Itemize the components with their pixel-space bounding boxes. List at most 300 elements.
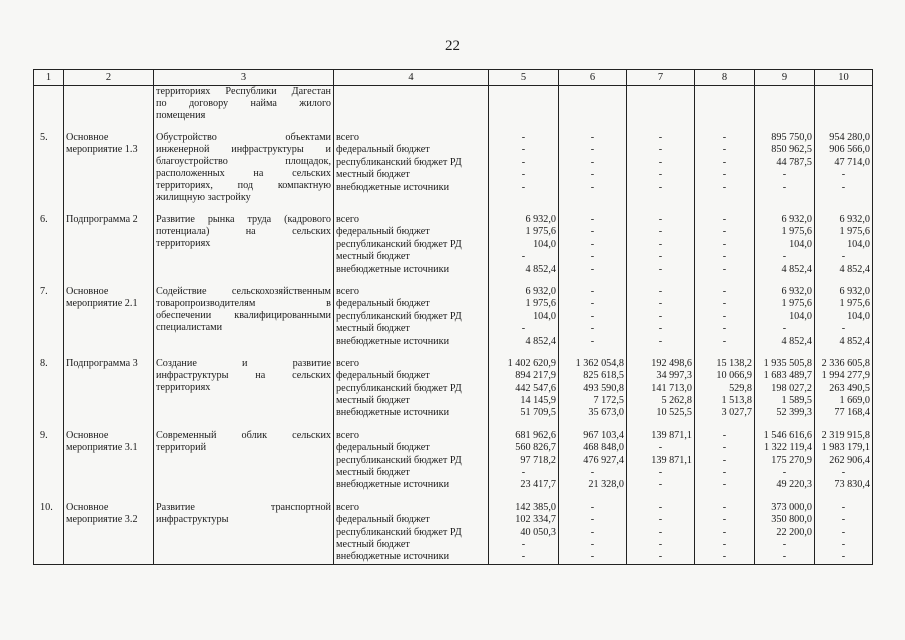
empty-dash: -	[590, 514, 595, 526]
amount-value: 10 066,9	[716, 370, 752, 382]
empty-dash: -	[590, 467, 595, 479]
amount-value: 104,0	[789, 310, 812, 322]
amount-value: 21 328,0	[588, 479, 624, 491]
amount-cell-c5	[489, 430, 559, 492]
row-spacer	[34, 276, 873, 286]
code-line: мероприятие 1.3	[66, 144, 138, 156]
empty-dash: -	[590, 226, 595, 238]
amount-value: 6 932,0	[525, 285, 556, 297]
empty-dash: -	[590, 551, 595, 563]
empty-dash: -	[722, 238, 727, 250]
empty-dash: -	[658, 251, 663, 263]
empty-dash: -	[722, 479, 727, 491]
amount-cell-c6	[559, 286, 627, 348]
amount-cell-c9	[755, 358, 815, 420]
amount-value: 2 319 915,8	[821, 429, 870, 441]
empty-dash: -	[722, 526, 727, 538]
funding-source: республиканский бюджет РД	[336, 382, 462, 394]
empty-dash: -	[658, 156, 663, 168]
funding-source: внебюджетные источники	[336, 263, 450, 275]
empty-dash: -	[841, 526, 846, 538]
funding-source: местный бюджет	[336, 467, 410, 479]
amount-cell-c9	[755, 286, 815, 348]
name-line: территориях	[156, 238, 211, 249]
empty-dash: -	[782, 169, 787, 181]
amount-cell-c8	[695, 214, 755, 276]
empty-dash: -	[841, 251, 846, 263]
empty-dash: -	[782, 467, 787, 479]
name-line: потенциала) на сельских	[156, 226, 331, 237]
amount-cell-c6	[559, 214, 627, 276]
program-funding-table	[33, 69, 873, 565]
amount-value: 104,0	[533, 310, 556, 322]
amount-cell-c6	[559, 132, 627, 204]
code-line: мероприятие 3.1	[66, 442, 138, 454]
amount-value: 442 547,6	[515, 382, 556, 394]
funding-sources	[334, 430, 489, 492]
funding-source: республиканский бюджет РД	[336, 156, 462, 168]
funding-source: федеральный бюджет	[336, 370, 430, 382]
program-name	[154, 502, 334, 564]
amount-value: 10 525,5	[656, 407, 692, 419]
empty-dash: -	[722, 442, 727, 454]
empty-dash: -	[782, 181, 787, 193]
amount-cell-c8	[695, 502, 755, 564]
amount-value: 373 000,0	[771, 501, 812, 513]
name-line: территориях, под компактную	[156, 180, 331, 191]
amount-value: 825 618,5	[583, 370, 624, 382]
empty-dash: -	[658, 526, 663, 538]
amount-value: 6 932,0	[839, 285, 870, 297]
name-line: Развитие рынка труда (кадрового	[156, 214, 331, 225]
empty-dash: -	[722, 323, 727, 335]
empty-dash: -	[521, 467, 526, 479]
funding-source: всего	[336, 429, 359, 441]
amount-value: 476 927,4	[583, 454, 624, 466]
row-number: 7.	[34, 286, 64, 348]
amount-value: 850 962,5	[771, 144, 812, 156]
empty-dash: -	[521, 551, 526, 563]
funding-sources	[334, 502, 489, 564]
funding-source: внебюджетные источники	[336, 181, 450, 193]
amount-value: 493 590,8	[583, 382, 624, 394]
program-code	[64, 430, 154, 492]
empty-dash: -	[521, 132, 526, 143]
row-spacer	[34, 204, 873, 214]
amount-cell-c9	[755, 430, 815, 492]
code-line: Подпрограмма 3	[66, 357, 138, 369]
empty-dash: -	[590, 144, 595, 156]
amount-cell-c5	[489, 286, 559, 348]
column-header: 5	[489, 70, 559, 86]
name-line: товаропроизводителям в	[156, 297, 331, 309]
name-line: территориях Республики Дагестан	[156, 86, 331, 97]
amount-value: 73 830,4	[834, 479, 870, 491]
continuation-name-cell	[154, 86, 334, 123]
amount-value: 52 399,3	[776, 407, 812, 419]
name-line: расположенных на сельских	[156, 168, 331, 179]
empty-dash: -	[722, 226, 727, 238]
amount-value: 104,0	[847, 238, 870, 250]
amount-value: 198 027,2	[771, 382, 812, 394]
amount-value: 1 975,6	[525, 226, 556, 238]
column-header: 10	[815, 70, 873, 86]
amount-value: 102 334,7	[515, 514, 556, 526]
column-header: 1	[34, 70, 64, 86]
continuation-row	[34, 86, 873, 123]
program-code	[64, 132, 154, 204]
amount-value: 2 336 605,8	[821, 357, 870, 369]
row-number: 9.	[34, 430, 64, 492]
amount-value: 262 906,4	[829, 454, 870, 466]
empty-dash: -	[722, 169, 727, 181]
amount-value: 1 362 054,8	[575, 357, 624, 369]
empty-dash: -	[658, 144, 663, 156]
amount-cell-c7	[627, 286, 695, 348]
funding-source: внебюджетные источники	[336, 335, 450, 347]
amount-value: 4 852,4	[781, 335, 812, 347]
empty-dash: -	[590, 156, 595, 168]
amount-cell-c10	[815, 430, 873, 492]
amount-cell-c8	[695, 430, 755, 492]
empty-dash: -	[658, 238, 663, 250]
code-line: мероприятие 2.1	[66, 298, 138, 310]
table-row	[34, 430, 873, 492]
program-name	[154, 286, 334, 348]
empty-dash: -	[658, 501, 663, 513]
empty-dash: -	[521, 169, 526, 181]
amount-value: 1 975,6	[839, 298, 870, 310]
amount-value: 77 168,4	[834, 407, 870, 419]
amount-value: 14 145,9	[520, 395, 556, 407]
table-row	[34, 502, 873, 564]
amount-value: 5 262,8	[661, 395, 692, 407]
amount-value: 40 050,3	[520, 526, 556, 538]
empty-dash: -	[658, 285, 663, 297]
code-line: Основное	[66, 132, 109, 143]
amount-cell-c5	[489, 214, 559, 276]
name-line: специалистами	[156, 321, 223, 333]
name-line: Обустройство объектами	[156, 132, 331, 143]
empty-dash: -	[722, 251, 727, 263]
program-code	[64, 214, 154, 276]
funding-source: федеральный бюджет	[336, 298, 430, 310]
empty-dash: -	[590, 181, 595, 193]
row-number: 6.	[34, 214, 64, 276]
name-line: территорий	[156, 441, 207, 453]
row-number: 8.	[34, 358, 64, 420]
empty-dash: -	[590, 285, 595, 297]
program-code	[64, 286, 154, 348]
amount-value: 4 852,4	[525, 263, 556, 275]
column-header: 3	[154, 70, 334, 86]
amount-cell-c10	[815, 286, 873, 348]
empty-dash: -	[841, 501, 846, 513]
funding-source: республиканский бюджет РД	[336, 310, 462, 322]
funding-source: внебюджетные источники	[336, 407, 450, 419]
name-line: Создание и развитие	[156, 357, 331, 369]
amount-value: 967 103,4	[583, 429, 624, 441]
funding-source: всего	[336, 501, 359, 513]
empty-dash: -	[658, 181, 663, 193]
amount-value: 4 852,4	[781, 263, 812, 275]
empty-dash: -	[590, 263, 595, 275]
amount-cell-c8	[695, 358, 755, 420]
empty-dash: -	[658, 214, 663, 225]
empty-dash: -	[590, 335, 595, 347]
funding-source: федеральный бюджет	[336, 226, 430, 238]
empty-dash: -	[658, 551, 663, 563]
amount-value: 139 871,1	[651, 429, 692, 441]
empty-dash: -	[658, 514, 663, 526]
name-line: инфраструктуры	[156, 513, 229, 525]
empty-dash: -	[590, 323, 595, 335]
code-line: Основное	[66, 501, 109, 513]
empty-dash: -	[841, 467, 846, 479]
program-name	[154, 214, 334, 276]
amount-value: 44 787,5	[776, 156, 812, 168]
funding-source: федеральный бюджет	[336, 144, 430, 156]
amount-value: 142 385,0	[515, 501, 556, 513]
amount-cell-c7	[627, 502, 695, 564]
amount-value: 51 709,5	[520, 407, 556, 419]
amount-value: 1 975,6	[781, 298, 812, 310]
amount-value: 1 322 119,4	[763, 442, 812, 454]
amount-value: 1 975,6	[525, 298, 556, 310]
empty-dash: -	[521, 538, 526, 550]
amount-value: 3 027,7	[721, 407, 752, 419]
empty-dash: -	[658, 467, 663, 479]
empty-dash: -	[841, 181, 846, 193]
amount-value: 4 852,4	[525, 335, 556, 347]
amount-value: 529,8	[729, 382, 752, 394]
column-number-row	[34, 70, 873, 86]
empty-dash: -	[658, 442, 663, 454]
funding-source: всего	[336, 132, 359, 143]
empty-dash: -	[782, 323, 787, 335]
amount-cell-c9	[755, 132, 815, 204]
amount-value: 34 997,3	[656, 370, 692, 382]
table-row	[34, 132, 873, 204]
column-header: 7	[627, 70, 695, 86]
empty-dash: -	[722, 144, 727, 156]
name-line: благоустройство площадок,	[156, 156, 331, 167]
amount-value: 1 975,6	[839, 226, 870, 238]
row-number: 10.	[34, 502, 64, 564]
amount-value: 1 683 489,7	[763, 370, 812, 382]
empty-dash: -	[658, 226, 663, 238]
empty-dash: -	[722, 132, 727, 143]
amount-value: 4 852,4	[839, 335, 870, 347]
empty-dash: -	[590, 298, 595, 310]
amount-value: 350 800,0	[771, 514, 812, 526]
amount-value: 681 962,6	[515, 429, 556, 441]
funding-sources	[334, 286, 489, 348]
amount-cell-c10	[815, 502, 873, 564]
empty-dash: -	[658, 323, 663, 335]
name-line: инженерной инфраструктуры и	[156, 144, 331, 155]
amount-value: 1 513,8	[721, 395, 752, 407]
amount-value: 6 932,0	[781, 285, 812, 297]
empty-dash: -	[722, 551, 727, 563]
name-line: Развитие транспортной	[156, 501, 331, 513]
amount-value: 192 498,6	[651, 357, 692, 369]
amount-cell-c6	[559, 502, 627, 564]
code-line: Основное	[66, 429, 109, 441]
program-code	[64, 358, 154, 420]
code-line: Подпрограмма 2	[66, 214, 138, 225]
amount-cell-c7	[627, 214, 695, 276]
amount-value: 97 718,2	[520, 454, 556, 466]
page-number: 22	[445, 38, 460, 54]
funding-source: местный бюджет	[336, 538, 410, 550]
funding-sources	[334, 132, 489, 204]
name-line: жилищную застройку	[156, 192, 251, 203]
empty-dash: -	[590, 501, 595, 513]
empty-dash: -	[782, 538, 787, 550]
amount-value: 560 826,7	[515, 442, 556, 454]
amount-value: 1 935 505,8	[763, 357, 812, 369]
code-line: Основное	[66, 285, 109, 297]
empty-dash: -	[658, 263, 663, 275]
program-name	[154, 358, 334, 420]
empty-dash: -	[658, 298, 663, 310]
amount-value: 104,0	[533, 238, 556, 250]
program-name	[154, 430, 334, 492]
amount-value: 175 270,9	[771, 454, 812, 466]
empty-dash: -	[521, 156, 526, 168]
amount-value: 15 138,2	[716, 357, 752, 369]
amount-value: 49 220,3	[776, 479, 812, 491]
empty-dash: -	[782, 551, 787, 563]
empty-dash: -	[722, 298, 727, 310]
empty-dash: -	[841, 323, 846, 335]
name-line: инфраструктуры на сельских	[156, 369, 331, 381]
amount-value: 139 871,1	[651, 454, 692, 466]
column-header: 9	[755, 70, 815, 86]
funding-source: всего	[336, 214, 359, 225]
funding-sources	[334, 358, 489, 420]
empty-dash: -	[590, 526, 595, 538]
empty-dash: -	[841, 551, 846, 563]
amount-cell-c6	[559, 358, 627, 420]
empty-dash: -	[722, 263, 727, 275]
empty-dash: -	[521, 181, 526, 193]
empty-dash: -	[590, 214, 595, 225]
empty-dash: -	[841, 538, 846, 550]
empty-dash: -	[521, 251, 526, 263]
funding-source: местный бюджет	[336, 169, 410, 181]
amount-value: 895 750,0	[771, 132, 812, 143]
amount-cell-c5	[489, 358, 559, 420]
amount-value: 1 589,5	[781, 395, 812, 407]
empty-dash: -	[722, 214, 727, 225]
amount-value: 954 280,0	[829, 132, 870, 143]
empty-dash: -	[590, 169, 595, 181]
empty-dash: -	[658, 132, 663, 143]
empty-dash: -	[722, 454, 727, 466]
amount-cell-c7	[627, 430, 695, 492]
amount-value: 35 673,0	[588, 407, 624, 419]
amount-cell-c8	[695, 132, 755, 204]
empty-dash: -	[590, 132, 595, 143]
empty-dash: -	[722, 514, 727, 526]
amount-value: 4 852,4	[839, 263, 870, 275]
empty-dash: -	[722, 501, 727, 513]
amount-value: 104,0	[847, 310, 870, 322]
funding-source: всего	[336, 357, 359, 369]
column-header: 2	[64, 70, 154, 86]
column-header: 4	[334, 70, 489, 86]
code-line: мероприятие 3.2	[66, 514, 138, 526]
funding-source: местный бюджет	[336, 323, 410, 335]
table-row	[34, 286, 873, 348]
name-line: обеспечении квалифицированными	[156, 309, 331, 321]
empty-dash: -	[658, 538, 663, 550]
amount-cell-c10	[815, 132, 873, 204]
row-spacer	[34, 122, 873, 132]
amount-value: 1 546 616,6	[763, 429, 812, 441]
amount-value: 104,0	[789, 238, 812, 250]
name-line: Содействие сельскохозяйственным	[156, 285, 331, 297]
funding-source: федеральный бюджет	[336, 442, 430, 454]
amount-value: 263 490,5	[829, 382, 870, 394]
program-name	[154, 132, 334, 204]
empty-dash: -	[722, 310, 727, 322]
amount-cell-c5	[489, 502, 559, 564]
program-code	[64, 502, 154, 564]
empty-dash: -	[521, 323, 526, 335]
funding-source: республиканский бюджет РД	[336, 526, 462, 538]
amount-value: 6 932,0	[781, 214, 812, 225]
amount-value: 23 417,7	[520, 479, 556, 491]
table-row	[34, 358, 873, 420]
amount-value: 894 217,9	[515, 370, 556, 382]
amount-cell-c7	[627, 358, 695, 420]
amount-value: 47 714,0	[834, 156, 870, 168]
name-line: территориях	[156, 381, 211, 393]
funding-source: внебюджетные источники	[336, 479, 450, 491]
funding-source: местный бюджет	[336, 395, 410, 407]
empty-dash: -	[658, 335, 663, 347]
row-number: 5.	[34, 132, 64, 204]
empty-dash: -	[722, 335, 727, 347]
row-spacer	[34, 420, 873, 430]
name-line: помещения	[156, 110, 206, 121]
amount-value: 22 200,0	[776, 526, 812, 538]
funding-source: внебюджетные источники	[336, 551, 450, 563]
amount-value: 1 994 277,9	[821, 370, 870, 382]
amount-cell-c10	[815, 214, 873, 276]
amount-cell-c10	[815, 358, 873, 420]
empty-dash: -	[590, 251, 595, 263]
amount-cell-c7	[627, 132, 695, 204]
empty-dash: -	[658, 169, 663, 181]
amount-value: 1 975,6	[781, 226, 812, 238]
empty-dash: -	[722, 156, 727, 168]
funding-source: федеральный бюджет	[336, 514, 430, 526]
amount-value: 1 402 620,9	[507, 357, 556, 369]
empty-dash: -	[722, 538, 727, 550]
amount-value: 906 566,0	[829, 144, 870, 156]
empty-dash: -	[782, 251, 787, 263]
empty-dash: -	[841, 169, 846, 181]
empty-dash: -	[590, 238, 595, 250]
row-spacer	[34, 492, 873, 502]
amount-value: 6 932,0	[839, 214, 870, 225]
empty-dash: -	[590, 310, 595, 322]
amount-cell-c8	[695, 286, 755, 348]
